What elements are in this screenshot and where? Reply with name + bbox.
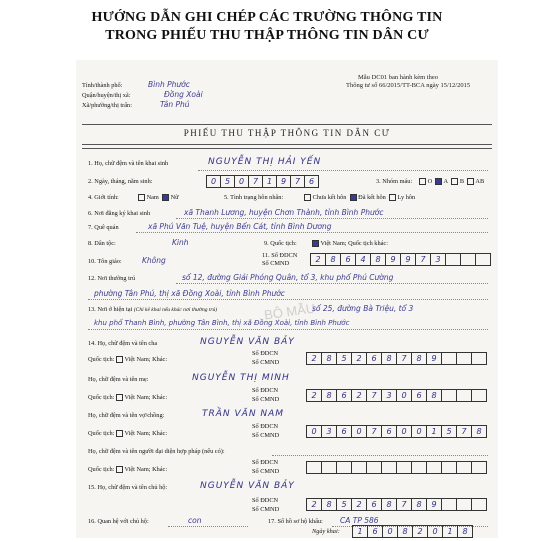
district-label: Quận/huyện/thị xã:	[82, 92, 131, 99]
spouse-label: Họ, chữ đệm và tên vợ/chồng:	[88, 412, 165, 419]
rep-nat-vn-label: Việt Nam;	[124, 466, 151, 473]
rep-id-digit[interactable]	[426, 461, 442, 474]
spouse-nat-other-label: Khác:	[152, 430, 168, 437]
id-digit[interactable]	[460, 253, 476, 266]
spouse-id-digit[interactable]: 0	[411, 425, 427, 438]
mother-id-digit[interactable]: 3	[381, 389, 397, 402]
father-id-digit[interactable]: 9	[426, 352, 442, 365]
rep-id-digit[interactable]	[456, 461, 472, 474]
rep-nat-vn-checkbox[interactable]	[116, 466, 123, 473]
marital-options[interactable]	[304, 194, 415, 201]
mother-nat-label: Quốc tịch:	[88, 394, 115, 401]
field12-value-1[interactable]: số 12, đường Giải Phóng Quân, tổ 3, khu phố Phú Cường	[182, 273, 394, 282]
form-title: PHIẾU THU THẬP THÔNG TIN DÂN CƯ	[183, 128, 391, 138]
spouse-name[interactable]: TRẦN VĂN NAM	[202, 409, 285, 419]
form-paper	[76, 60, 498, 538]
father-id-digit[interactable]	[471, 352, 487, 365]
mother-id-digit[interactable]: 6	[411, 389, 427, 402]
id-digit[interactable]: 3	[430, 253, 446, 266]
mother-id-digit[interactable]	[456, 389, 472, 402]
field13-label	[88, 306, 217, 313]
father-id-digit[interactable]: 2	[351, 352, 367, 365]
field10-value[interactable]: Không	[142, 256, 166, 265]
province-value: Bình Phước	[148, 80, 190, 89]
head-id-digit[interactable]: 5	[336, 498, 352, 511]
field6-label: 6. Nơi đăng ký khai sinh	[88, 210, 151, 217]
date-digit[interactable]: 1	[442, 525, 458, 538]
rep-id-boxes[interactable]	[306, 461, 486, 474]
father-id-digit[interactable]	[441, 352, 457, 365]
template-code: Mẫu DC01 ban hành kèm theo	[358, 74, 438, 81]
field1-value[interactable]: NGUYỄN THỊ HẢI YẾN	[208, 157, 322, 167]
father-name[interactable]: NGUYỄN VĂN BẢY	[200, 337, 295, 347]
field7-value[interactable]: xã Phú Văn Tuệ, huyện Bến Cát, tỉnh Bình Dương	[148, 222, 332, 231]
field17-value[interactable]: CA TP 586	[340, 516, 379, 525]
circular-ref: Thông tư số 66/2015/TT-BCA ngày 15/12/2015	[346, 82, 471, 89]
father-id-digit[interactable]: 8	[321, 352, 337, 365]
mother-id-digit[interactable]	[441, 389, 457, 402]
ward-label: Xã/phường/thị trấn:	[82, 102, 132, 109]
page-title-line2: TRONG PHIẾU THU THẬP THÔNG TIN DÂN CƯ	[105, 28, 429, 43]
spouse-id-label: Số ĐDCN	[252, 423, 279, 430]
father-nat-vn-label: Việt Nam;	[124, 356, 151, 363]
field13-label-text: 13. Nơi ở hiện tại	[88, 306, 133, 313]
father-id-digit[interactable]: 8	[381, 352, 397, 365]
field11-label: 11. Số ĐDCN	[262, 252, 298, 259]
head-id-digit[interactable]: 2	[306, 498, 322, 511]
rep-id-label: Số ĐDCN	[252, 459, 279, 466]
id-digit[interactable]: 8	[325, 253, 341, 266]
dob-digit[interactable]: 9	[276, 175, 291, 188]
gender-male-checkbox[interactable]	[138, 194, 145, 201]
field16-value[interactable]: con	[188, 516, 202, 525]
nationality-other-label: Quốc tịch khác:	[348, 240, 388, 247]
marital-married-label: Đã kết hôn	[358, 194, 386, 201]
date-digit[interactable]: 0	[382, 525, 398, 538]
ward-value: Tân Phú	[160, 100, 190, 109]
spouse-id-digit[interactable]: 7	[456, 425, 472, 438]
spouse-id-digit[interactable]: 5	[441, 425, 457, 438]
field12-value-2[interactable]: phường Tân Phú, thị xã Đồng Xoài, tỉnh Bình Phước	[94, 289, 285, 298]
mother-id-boxes[interactable]	[306, 389, 486, 402]
rep-label: Họ, chữ đệm và tên người đại diện hợp pháp (nếu có):	[88, 448, 225, 455]
dob-digit[interactable]: 5	[220, 175, 235, 188]
mother-id-digit[interactable]: 7	[366, 389, 382, 402]
mother-nat-vn-label: Việt Nam;	[124, 394, 151, 401]
rep-id-digit[interactable]	[471, 461, 487, 474]
dob-digit[interactable]: 0	[234, 175, 249, 188]
spouse-id-digit[interactable]: 0	[396, 425, 412, 438]
divider-top	[82, 124, 492, 125]
date-boxes[interactable]	[352, 525, 472, 538]
mother-id-digit[interactable]: 2	[351, 389, 367, 402]
gender-female-checkbox[interactable]	[162, 194, 169, 201]
head-id-digit[interactable]: 8	[411, 498, 427, 511]
gender-options[interactable]	[138, 194, 179, 201]
field7-label: 7. Quê quán	[88, 224, 119, 231]
page-title-line1: HƯỚNG DẪN GHI CHÉP CÁC TRƯỜNG THÔNG TIN	[91, 10, 443, 25]
father-nat-label: Quốc tịch:	[88, 356, 115, 363]
field5-label: 5. Tình trạng hôn nhân:	[224, 194, 284, 201]
field4-label: 4. Giới tính:	[88, 194, 119, 201]
father-nationality[interactable]	[88, 356, 167, 363]
mother-label: Họ, chữ đệm và tên mẹ:	[88, 376, 149, 383]
mother-id-sub: Số CMND	[252, 396, 280, 403]
blood-a-label: A	[443, 178, 449, 185]
father-id-boxes[interactable]	[306, 352, 486, 365]
field2-label: 2. Ngày, tháng, năm sinh:	[88, 178, 153, 185]
mother-nat-other-label: Khác:	[152, 394, 168, 401]
field12-label: 12. Nơi thường trú	[88, 275, 136, 282]
father-id-digit[interactable]	[456, 352, 472, 365]
spouse-nat-vn-checkbox[interactable]	[116, 430, 123, 437]
father-nat-vn-checkbox[interactable]	[116, 356, 123, 363]
spouse-nat-vn-label: Việt Nam;	[124, 430, 151, 437]
field16-label: 16. Quan hệ với chủ hộ:	[88, 518, 149, 525]
mother-name[interactable]: NGUYỄN THỊ MINH	[192, 373, 290, 383]
id-digit[interactable]: 6	[340, 253, 356, 266]
field6-line	[176, 218, 488, 219]
household-head-name[interactable]: NGUYỄN VĂN BẢY	[200, 481, 295, 491]
rep-id-digit[interactable]	[381, 461, 397, 474]
spouse-nationality[interactable]	[88, 430, 167, 437]
field13-note: (Chỉ kê khai nếu khác nơi thường trú)	[133, 307, 218, 313]
nationality-vn-checkbox[interactable]	[312, 240, 319, 247]
spouse-id-digit[interactable]: 0	[306, 425, 322, 438]
father-id-label: Số ĐDCN	[252, 350, 279, 357]
father-id-digit[interactable]: 7	[396, 352, 412, 365]
head-id-digit[interactable]: 7	[396, 498, 412, 511]
field13-line	[88, 329, 488, 330]
divider-frame	[82, 148, 492, 149]
date-digit[interactable]: 2	[412, 525, 428, 538]
dob-digit[interactable]: 6	[304, 175, 319, 188]
rep-line	[272, 455, 488, 456]
head-id-digit[interactable]: 9	[426, 498, 442, 511]
spouse-id-digit[interactable]: 7	[366, 425, 382, 438]
mother-id-digit[interactable]	[471, 389, 487, 402]
district-value: Đồng Xoài	[164, 90, 203, 99]
field13-value-1[interactable]: số 25, đường Bà Triệu, tổ 3	[312, 304, 414, 313]
mother-id-digit[interactable]: 2	[306, 389, 322, 402]
date-digit[interactable]: 6	[367, 525, 383, 538]
head-id-digit[interactable]: 6	[366, 498, 382, 511]
father-nat-other-label: Khác:	[152, 356, 168, 363]
field11-sub: Số CMND	[262, 260, 290, 267]
head-id-digit[interactable]: 8	[381, 498, 397, 511]
gender-female-label: Nữ	[170, 194, 179, 201]
field12-line1	[176, 283, 488, 284]
field1-line	[198, 170, 488, 171]
id-digit[interactable]: 2	[310, 253, 326, 266]
blood-b-checkbox[interactable]	[451, 178, 458, 185]
rep-label-text: Họ, chữ đệm và tên người đại diện hợp pháp (nếu có)	[88, 448, 223, 455]
mother-label-text: Họ, chữ đệm và tên mẹ	[88, 376, 147, 383]
field15-label: 15. Họ, chữ đệm và tên chủ hộ:	[88, 484, 168, 491]
mother-id-digit[interactable]: 8	[426, 389, 442, 402]
field8-label: 8. Dân tộc:	[88, 240, 116, 247]
head-id-boxes[interactable]	[306, 498, 486, 511]
field12-line2	[88, 299, 488, 300]
date-digit[interactable]: 8	[457, 525, 473, 538]
blood-o-checkbox[interactable]	[419, 178, 426, 185]
field6-value[interactable]: xã Thanh Lương, huyện Chơn Thành, tỉnh Bình Phước	[184, 208, 384, 217]
blood-ab-label: AB	[475, 178, 485, 185]
blood-options[interactable]	[419, 178, 484, 185]
rep-id-digit[interactable]	[321, 461, 337, 474]
marital-single-label: Chưa kết hôn	[312, 194, 347, 201]
mother-nat-vn-checkbox[interactable]	[116, 394, 123, 401]
id-digit[interactable]: 9	[385, 253, 401, 266]
father-id-sub: Số CMND	[252, 359, 280, 366]
dob-digit[interactable]: 7	[290, 175, 305, 188]
father-id-digit[interactable]: 6	[366, 352, 382, 365]
rep-nat-other-label: Khác:	[152, 466, 168, 473]
rep-nationality[interactable]	[88, 466, 167, 473]
spouse-id-digit[interactable]: 3	[321, 425, 337, 438]
rep-id-digit[interactable]	[411, 461, 427, 474]
gender-male-label: Nam	[146, 194, 159, 201]
nationality-vn-label: Việt Nam	[320, 240, 345, 247]
field14-label: 14. Họ, chữ đệm và tên cha	[88, 340, 158, 347]
spouse-label-text: Họ, chữ đệm và tên vợ/chồng	[88, 412, 163, 419]
field8-value[interactable]: Kinh	[172, 238, 189, 247]
mother-id-label: Số ĐDCN	[252, 387, 279, 394]
marital-married-checkbox[interactable]	[350, 194, 357, 201]
id-digit[interactable]: 7	[415, 253, 431, 266]
field17-label: 17. Số hồ sơ hộ khẩu:	[268, 518, 323, 525]
rep-id-digit[interactable]	[351, 461, 367, 474]
field1-label: 1. Họ, chữ đệm và tên khai sinh	[88, 160, 169, 167]
dob-digit[interactable]: 7	[248, 175, 263, 188]
head-id-label: Số ĐDCN	[252, 497, 279, 504]
father-id-digit[interactable]: 2	[306, 352, 322, 365]
spouse-id-sub: Số CMND	[252, 432, 280, 439]
rep-id-digit[interactable]	[366, 461, 382, 474]
marital-divorced-label: Ly hôn	[397, 194, 416, 201]
blood-a-checkbox[interactable]	[435, 178, 442, 185]
spouse-id-boxes[interactable]	[306, 425, 486, 438]
date-digit[interactable]: 8	[397, 525, 413, 538]
field7-line	[136, 232, 488, 233]
rep-id-digit[interactable]	[396, 461, 412, 474]
mother-id-digit[interactable]: 8	[321, 389, 337, 402]
blood-ab-checkbox[interactable]	[467, 178, 474, 185]
divider-title	[82, 144, 492, 145]
dob-boxes[interactable]	[206, 175, 318, 188]
field10-label: 10. Tôn giáo:	[88, 258, 122, 265]
field13-value-2[interactable]: khu phố Thanh Bình, phường Tân Bình, thị xã Đồng Xoài, tỉnh Bình Phước	[94, 319, 350, 327]
blood-b-label: B	[459, 178, 465, 185]
spouse-id-digit[interactable]: 6	[336, 425, 352, 438]
head-id-digit[interactable]: 8	[321, 498, 337, 511]
marital-single-checkbox[interactable]	[304, 194, 311, 201]
date-digit[interactable]: 0	[427, 525, 443, 538]
id-digit[interactable]	[445, 253, 461, 266]
father-id-digit[interactable]: 8	[411, 352, 427, 365]
dob-digit[interactable]: 1	[262, 175, 277, 188]
mother-id-digit[interactable]: 6	[336, 389, 352, 402]
head-id-sub: Số CMND	[252, 506, 280, 513]
id-digit[interactable]: 8	[370, 253, 386, 266]
head-id-digit[interactable]: 2	[351, 498, 367, 511]
stamp-watermark: BỘ MẪU	[263, 300, 317, 323]
dob-digit[interactable]: 0	[206, 175, 221, 188]
blood-o-label: O	[427, 178, 433, 185]
spouse-id-digit[interactable]: 6	[381, 425, 397, 438]
spouse-id-digit[interactable]: 8	[471, 425, 487, 438]
rep-id-digit[interactable]	[306, 461, 322, 474]
id-digit[interactable]	[475, 253, 491, 266]
head-id-digit[interactable]	[471, 498, 487, 511]
field15-label-text: 15. Họ, chữ đệm và tên chủ hộ	[88, 484, 166, 491]
mother-nationality[interactable]	[88, 394, 167, 401]
spouse-nat-label: Quốc tịch:	[88, 430, 115, 437]
field16-line	[168, 526, 248, 527]
rep-id-digit[interactable]	[336, 461, 352, 474]
mother-id-digit[interactable]: 0	[396, 389, 412, 402]
head-id-digit[interactable]	[456, 498, 472, 511]
id-digit[interactable]: 9	[400, 253, 416, 266]
field3-label: 3. Nhóm máu:	[376, 178, 413, 185]
nationality-options[interactable]: Việt Nam; Quốc tịch khác:	[312, 240, 388, 247]
father-id-digit[interactable]: 5	[336, 352, 352, 365]
id-boxes[interactable]	[310, 253, 490, 266]
id-digit[interactable]: 4	[355, 253, 371, 266]
province-label: Tỉnh/thành phố:	[82, 82, 123, 89]
date-label: Ngày khai:	[312, 528, 340, 535]
head-id-digit[interactable]	[441, 498, 457, 511]
rep-nat-label: Quốc tịch:	[88, 466, 115, 473]
spouse-id-digit[interactable]: 1	[426, 425, 442, 438]
marital-divorced-checkbox[interactable]	[389, 194, 396, 201]
spouse-id-digit[interactable]: 0	[351, 425, 367, 438]
rep-id-digit[interactable]	[441, 461, 457, 474]
date-digit[interactable]: 1	[352, 525, 368, 538]
field9-label: 9. Quốc tịch:	[264, 240, 297, 247]
rep-id-sub: Số CMND	[252, 468, 280, 475]
